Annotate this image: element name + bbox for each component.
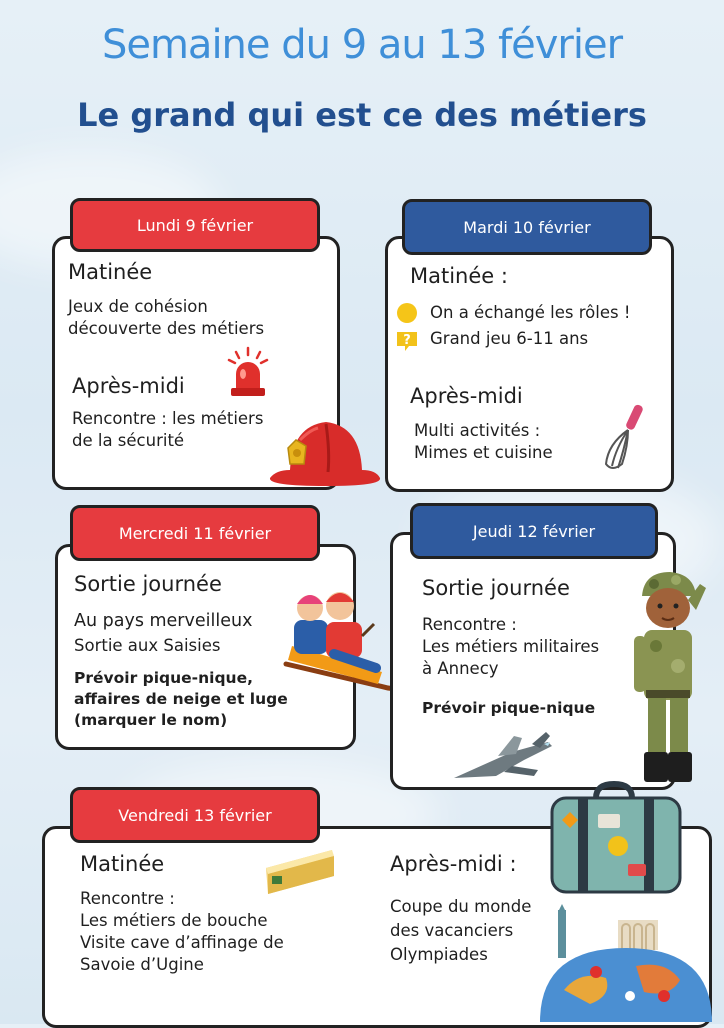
siren-icon — [226, 346, 270, 398]
mercredi-title: Sortie journée — [74, 572, 222, 596]
vendredi-afternoon-line: des vacanciers — [390, 921, 514, 940]
tag-mardi: Mardi 10 février — [402, 199, 652, 255]
soldier-icon — [630, 566, 708, 784]
mercredi-line: Au pays merveilleux — [74, 611, 253, 631]
jeudi-line: à Annecy — [422, 659, 499, 678]
tag-vendredi: Vendredi 13 février — [70, 787, 320, 843]
mercredi-bold-line: affaires de neige et luge — [74, 690, 288, 708]
jeudi-line: Les métiers militaires — [422, 637, 600, 656]
lundi-afternoon-line: de la sécurité — [72, 431, 185, 450]
svg-text:?: ? — [403, 333, 411, 348]
mardi-afternoon-line: Multi activités : — [414, 421, 541, 440]
vendredi-morning-line: Visite cave d’affinage de — [80, 933, 284, 952]
suitcase-icon — [548, 780, 684, 896]
mardi-morning-line: On a échangé les rôles ! — [430, 303, 631, 322]
page-subtitle: Le grand qui est ce des métiers — [77, 96, 647, 134]
emoji-smile-icon — [396, 302, 418, 324]
lundi-afternoon-title: Après-midi — [72, 374, 185, 398]
mardi-morning-line: Grand jeu 6-11 ans — [430, 329, 589, 348]
mercredi-line: Sortie aux Saisies — [74, 636, 221, 655]
mardi-morning-title: Matinée : — [410, 264, 508, 288]
vendredi-morning-line: Savoie d’Ugine — [80, 955, 204, 974]
world-travel-icon — [540, 900, 712, 1022]
tag-lundi: Lundi 9 février — [70, 198, 320, 252]
page-title: Semaine du 9 au 13 février — [101, 22, 623, 68]
mardi-afternoon-line: Mimes et cuisine — [414, 443, 553, 462]
whisk-icon — [598, 402, 646, 474]
lundi-afternoon-line: Rencontre : les métiers — [72, 409, 264, 428]
vendredi-afternoon-line: Coupe du monde — [390, 897, 532, 916]
fighter-jet-icon — [452, 730, 556, 782]
jeudi-line: Rencontre : — [422, 615, 517, 634]
vendredi-morning-line: Rencontre : — [80, 889, 175, 908]
vendredi-afternoon-line: Olympiades — [390, 945, 488, 964]
tag-jeudi: Jeudi 12 février — [410, 503, 658, 559]
jeudi-title: Sortie journée — [422, 576, 570, 600]
tag-mercredi: Mercredi 11 février — [70, 505, 320, 561]
lundi-morning-title: Matinée — [68, 260, 153, 284]
fire-helmet-icon — [266, 412, 384, 490]
mercredi-bold-line: (marquer le nom) — [74, 711, 228, 729]
jeudi-bold-line: Prévoir pique-nique — [422, 699, 596, 717]
question-icon — [394, 328, 420, 354]
mercredi-bold-line: Prévoir pique-nique, — [74, 669, 253, 687]
vendredi-morning-title: Matinée — [80, 852, 165, 876]
lundi-morning-line: Jeux de cohésion — [68, 297, 208, 316]
vendredi-afternoon-title: Après-midi : — [390, 852, 517, 876]
mardi-afternoon-title: Après-midi — [410, 384, 523, 408]
lundi-morning-line: découverte des métiers — [68, 319, 265, 338]
cheese-icon — [262, 846, 338, 898]
vendredi-morning-line: Les métiers de bouche — [80, 911, 268, 930]
